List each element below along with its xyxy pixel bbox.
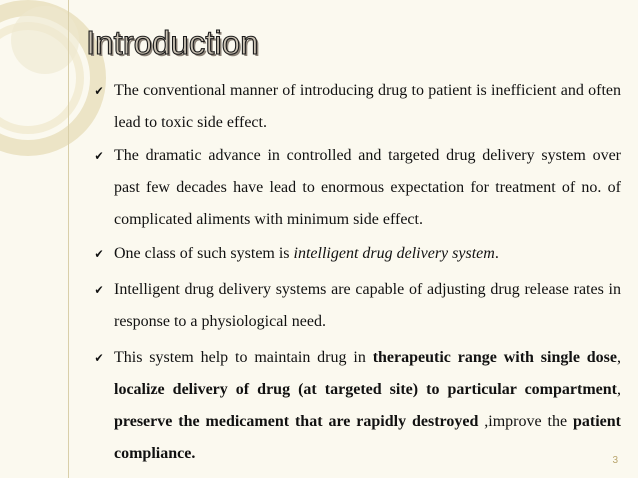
bullet-item bbox=[94, 238, 621, 270]
slide-number: 3 bbox=[612, 455, 618, 466]
bullet-bold: patient compliance. bbox=[114, 413, 621, 462]
bullet-item bbox=[94, 274, 621, 338]
bullet-bold: therapeutic range with single dose bbox=[372, 349, 618, 366]
bullet-text: Intelligent drug delivery systems are capable of adjusting drug release rates in response to a physiological need. bbox=[114, 281, 621, 330]
accent-vertical-line bbox=[68, 0, 69, 478]
bullet-text-suffix: . bbox=[494, 245, 499, 262]
bullet-text: The conventional manner of introducing drug to patient is inefficient and often lead to toxic side effect. bbox=[114, 82, 621, 131]
bullet-bold: preserve the medicament that are rapidly destroyed bbox=[114, 413, 479, 430]
slide-title: Introduction bbox=[86, 24, 259, 61]
bullet-list bbox=[94, 75, 621, 471]
bullet-item bbox=[94, 342, 621, 470]
bullet-text: The dramatic advance in controlled and targeted drug delivery system over past few decades have lead to enormous expectation for treatment of no. of complicated aliments with minimum side effect. bbox=[114, 147, 621, 228]
checkmark-icon bbox=[94, 238, 104, 270]
bullet-text-part: , bbox=[617, 381, 621, 398]
bullet-text-part: , bbox=[617, 349, 622, 366]
checkmark-icon bbox=[94, 274, 104, 306]
bullet-emphasis: intelligent drug delivery system bbox=[293, 245, 495, 262]
bullet-text-part: This system help to maintain drug in bbox=[114, 349, 373, 366]
checkmark-icon bbox=[94, 140, 104, 172]
checkmark-icon bbox=[94, 342, 104, 374]
bullet-text-part: ,improve the bbox=[478, 413, 573, 430]
bullet-item bbox=[94, 140, 621, 236]
bullet-bold: localize delivery of drug (at targeted site) to particular compartment bbox=[114, 381, 617, 398]
checkmark-icon bbox=[94, 75, 104, 107]
bullet-item bbox=[94, 75, 621, 139]
bullet-text-prefix: One class of such system is bbox=[114, 245, 294, 262]
